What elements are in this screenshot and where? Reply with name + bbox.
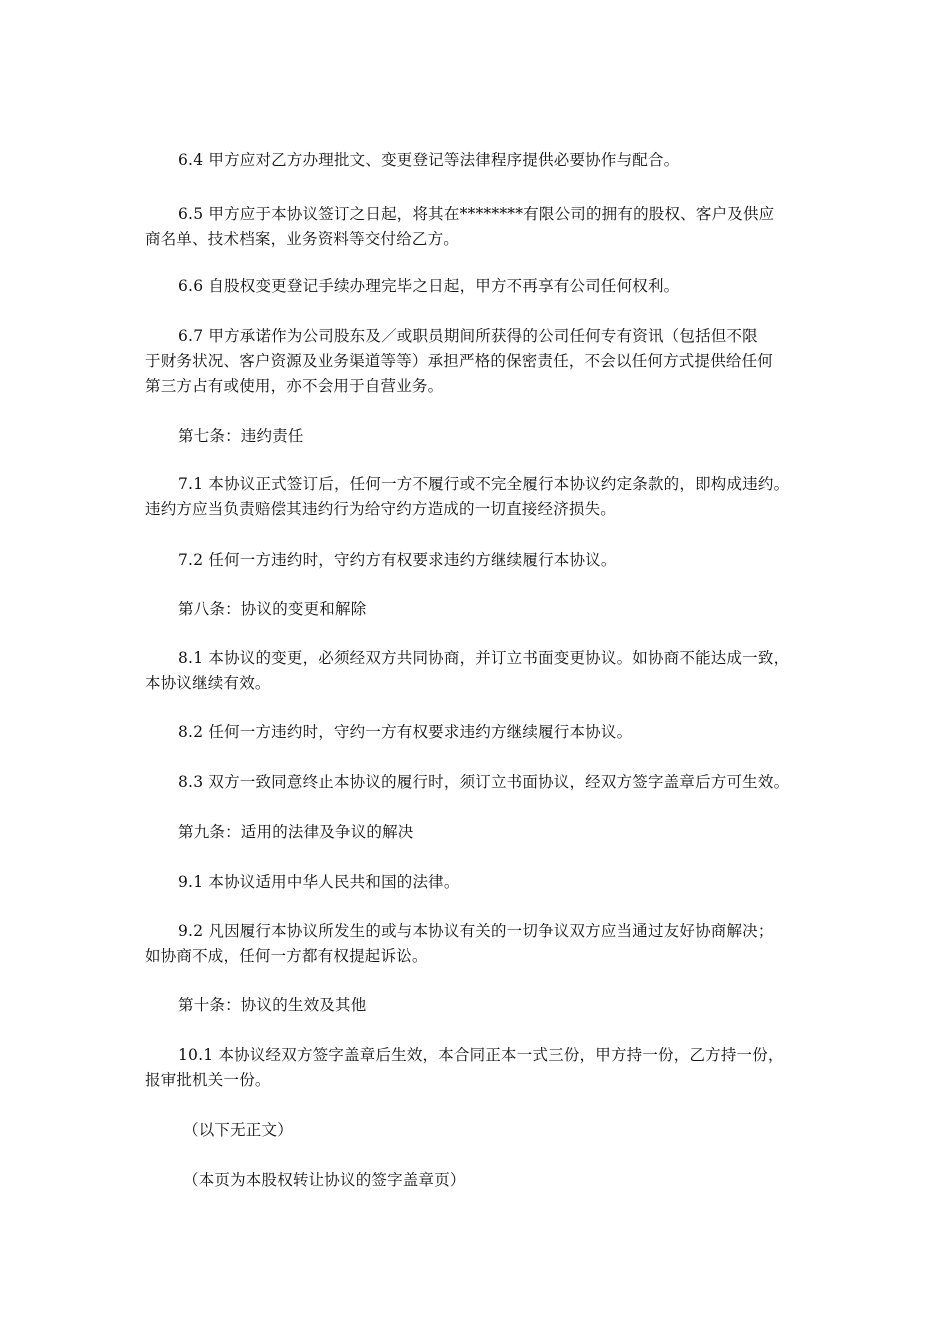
section-heading: 第十条：协议的生效及其他 <box>178 996 367 1014</box>
paragraph-line: 7.2 任何一方违约时，守约方有权要求违约方继续履行本协议。 <box>178 551 617 569</box>
clause-8-2 <box>145 720 825 745</box>
article-7-heading <box>145 424 825 449</box>
signature-page-note <box>145 1168 825 1193</box>
paragraph-line: 10.1 本协议经双方签字盖章后生效，本合同正本一式三份，甲方持一份，乙方持一份， <box>178 1046 784 1064</box>
clause-6-4 <box>145 148 825 173</box>
note-line: （以下无正文） <box>183 1121 293 1139</box>
no-further-text-note <box>145 1118 825 1143</box>
paragraph-line: 9.2 凡因履行本协议所发生的或与本协议有关的一切争议双方应当通过友好协商解决； <box>178 922 774 940</box>
paragraph-line: 本协议继续有效。 <box>145 674 271 692</box>
article-8-heading <box>145 597 825 622</box>
clause-6-6 <box>145 274 825 299</box>
paragraph-line: 6.6 自股权变更登记手续办理完毕之日起，甲方不再享有公司任何权利。 <box>178 277 680 295</box>
paragraph-line: 7.1 本协议正式签订后，任何一方不履行或不完全履行本协议约定条款的，即构成违约。 <box>178 475 790 493</box>
clause-9-1 <box>145 870 825 895</box>
clause-8-3 <box>145 770 825 795</box>
paragraph-line: 于财务状况、客户资源及业务渠道等等）承担严格的保密责任，不会以任何方式提供给任何 <box>145 352 774 370</box>
article-9-heading <box>145 820 825 845</box>
paragraph-line: 违约方应当负责赔偿其违约行为给守约方造成的一切直接经济损失。 <box>145 500 617 518</box>
clause-7-2 <box>145 548 825 573</box>
clause-6-7 <box>145 324 825 399</box>
paragraph-line: 8.3 双方一致同意终止本协议的履行时，须订立书面协议，经双方签字盖章后方可生效。 <box>178 773 790 791</box>
article-10-heading <box>145 993 825 1018</box>
section-heading: 第七条：违约责任 <box>178 427 304 445</box>
paragraph-line: 8.1 本协议的变更，必须经双方共同协商，并订立书面变更协议。如协商不能达成一致， <box>178 649 790 667</box>
clause-7-1 <box>145 472 825 522</box>
clause-9-2 <box>145 919 825 969</box>
paragraph-line: 第三方占有或使用，亦不会用于自营业务。 <box>145 377 444 395</box>
section-heading: 第九条：适用的法律及争议的解决 <box>178 823 414 841</box>
clause-6-5 <box>145 202 825 252</box>
paragraph-line: 6.7 甲方承诺作为公司股东及／或职员期间所获得的公司任何专有资讯（包括但不限 <box>178 327 758 345</box>
clause-8-1 <box>145 646 825 696</box>
section-heading: 第八条：协议的变更和解除 <box>178 600 367 618</box>
clause-10-1 <box>145 1043 825 1093</box>
paragraph-line: 8.2 任何一方违约时，守约一方有权要求违约方继续履行本协议。 <box>178 723 633 741</box>
paragraph-line: 6.5 甲方应于本协议签订之日起，将其在********有限公司的拥有的股权、客户及供应 <box>178 205 775 223</box>
paragraph-line: 9.1 本协议适用中华人民共和国的法律。 <box>178 873 460 891</box>
paragraph-line: 商名单、技术档案，业务资料等交付给乙方。 <box>145 230 460 248</box>
paragraph-line: 6.4 甲方应对乙方办理批文、变更登记等法律程序提供必要协作与配合。 <box>178 151 680 169</box>
note-line: （本页为本股权转让协议的签字盖章页） <box>183 1171 466 1189</box>
paragraph-line: 报审批机关一份。 <box>145 1071 271 1089</box>
paragraph-line: 如协商不成，任何一方都有权提起诉讼。 <box>145 947 428 965</box>
